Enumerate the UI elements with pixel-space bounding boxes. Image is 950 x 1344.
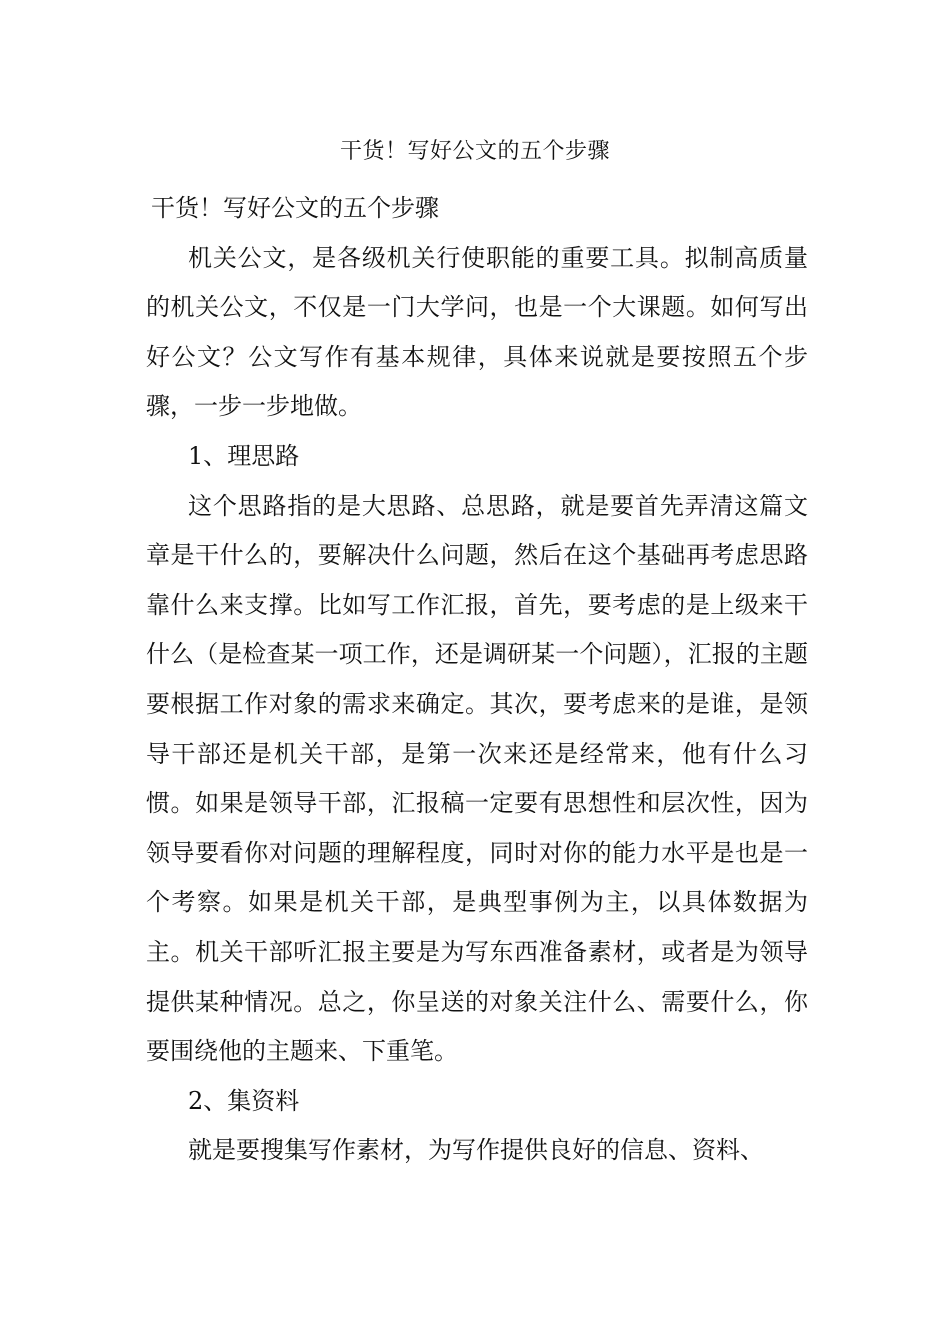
document-body <box>146 184 808 1176</box>
document-subtitle: 干货！写好公文的五个步骤 <box>151 194 439 222</box>
section-heading: 2、集资料 <box>188 1086 300 1115</box>
section-paragraph: 就是要搜集写作素材，为写作提供良好的信息、资料、 <box>188 1136 764 1165</box>
section-heading: 1、理思路 <box>188 441 300 470</box>
document-title: 干货！写好公文的五个步骤 <box>339 139 610 164</box>
intro-paragraph: 机关公文，是各级机关行使职能的重要工具。拟制高质量的机关公文，不仅是一门大学问，也是一个大课题。如何写出好公文？公文写作有基本规律，具体来说就是要按照五个步骤，一步一步地做。 <box>146 243 808 421</box>
section-paragraph: 这个思路指的是大思路、总思路，就是要首先弄清这篇文章是干什么的，要解决什么问题，然后在这个基础再考虑思路靠什么来支撑。比如写工作汇报，首先，要考虑的是上级来干什么（是检查某一项工作，还是调研某一个问题），汇报的主题要根据工作对象的需求来确定。其次，要考虑来的是谁，是领导干部还是机关干部，是第一次来还是经常来，他有什么习惯。如果是领导干部，汇报稿一定要有思想性和层次性，因为领导要看你对问题的理解程度，同时对你的能力水平是也是一个考察。如果是机关干部，是典型事例为主，以具体数据为主。机关干部听汇报主要是为写东西准备素材，或者是为领导提供某种情况。总之，你呈送的对象关注什么、需要什么，你要围绕他的主题来、下重笔。 <box>146 491 808 1066</box>
